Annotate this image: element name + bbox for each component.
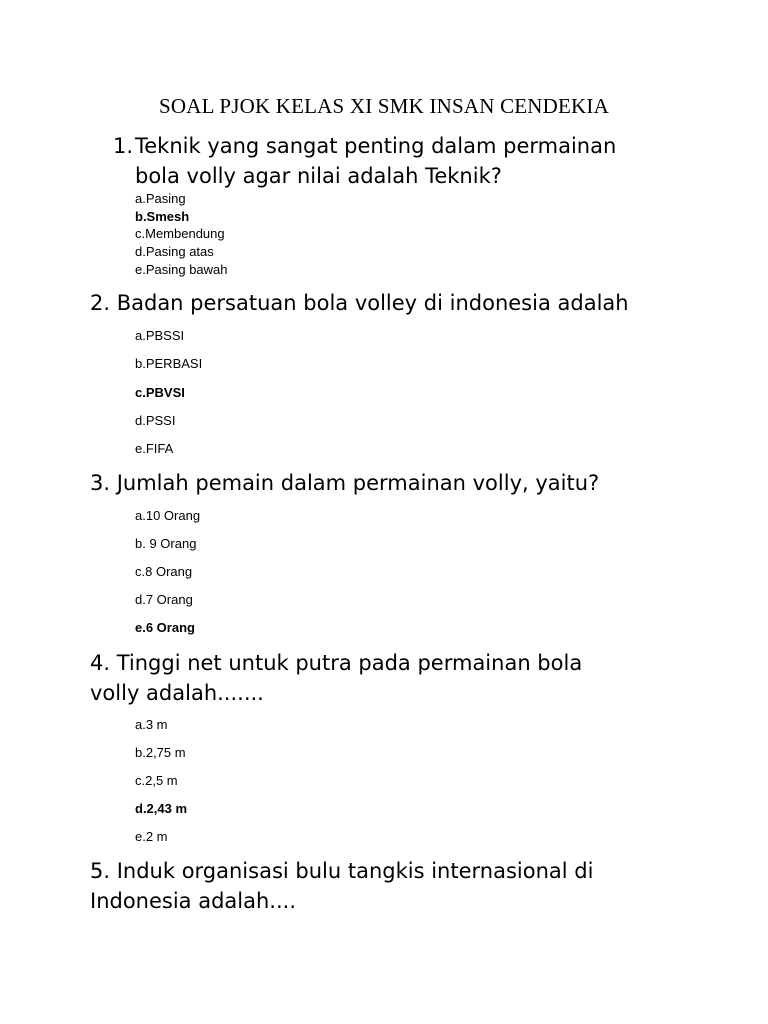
question-2-option-b: b.PERBASI: [135, 356, 203, 371]
question-1-option-e: e.Pasing bawah: [135, 262, 228, 277]
question-2-option-a: a.PBSSI: [135, 328, 185, 343]
question-2-text: 2. Badan persatuan bola volley di indonesia adalah: [90, 291, 629, 315]
question-4-option-e: e.2 m: [135, 829, 168, 844]
question-4-option-d-answer: d.2,43 m: [135, 801, 188, 816]
question-5-text-line-1: 5. Induk organisasi bulu tangkis internasional di: [90, 859, 594, 883]
question-1-option-a: a.Pasing: [135, 191, 186, 206]
question-4-text-line-1: 4. Tinggi net untuk putra pada permainan bola: [90, 651, 583, 675]
question-4-text-line-2: volly adalah.......: [90, 681, 264, 705]
question-2-option-d: d.PSSI: [135, 413, 176, 428]
question-2-option-e: e.FIFA: [135, 441, 174, 456]
question-4-option-b: b.2,75 m: [135, 745, 186, 760]
document-title: SOAL PJOK KELAS XI SMK INSAN CENDEKIA: [159, 94, 609, 118]
question-1-number: 1.: [113, 134, 134, 158]
question-4-option-a: a.3 m: [135, 717, 168, 732]
question-3-option-b: b. 9 Orang: [135, 536, 197, 551]
question-3-text: 3. Jumlah pemain dalam permainan volly, yaitu?: [90, 471, 600, 495]
question-1-option-d: d.Pasing atas: [135, 244, 214, 259]
question-3-option-c: c.8 Orang: [135, 564, 193, 579]
question-1-text-line-1: Teknik yang sangat penting dalam permainan: [135, 134, 617, 158]
question-1-option-b-answer: b.Smesh: [135, 209, 190, 224]
question-2-option-c-answer: c.PBVSI: [135, 385, 185, 400]
question-5-text-line-2: Indonesia adalah....: [90, 889, 297, 913]
question-3-option-d: d.7 Orang: [135, 592, 193, 607]
question-4-option-c: c.2,5 m: [135, 773, 178, 788]
question-3-option-e-answer: e.6 Orang: [135, 620, 195, 635]
question-1-option-c: c.Membendung: [135, 226, 225, 241]
question-3-option-a: a.10 Orang: [135, 508, 201, 523]
question-1-text-line-2: bola volly agar nilai adalah Teknik?: [135, 164, 502, 188]
